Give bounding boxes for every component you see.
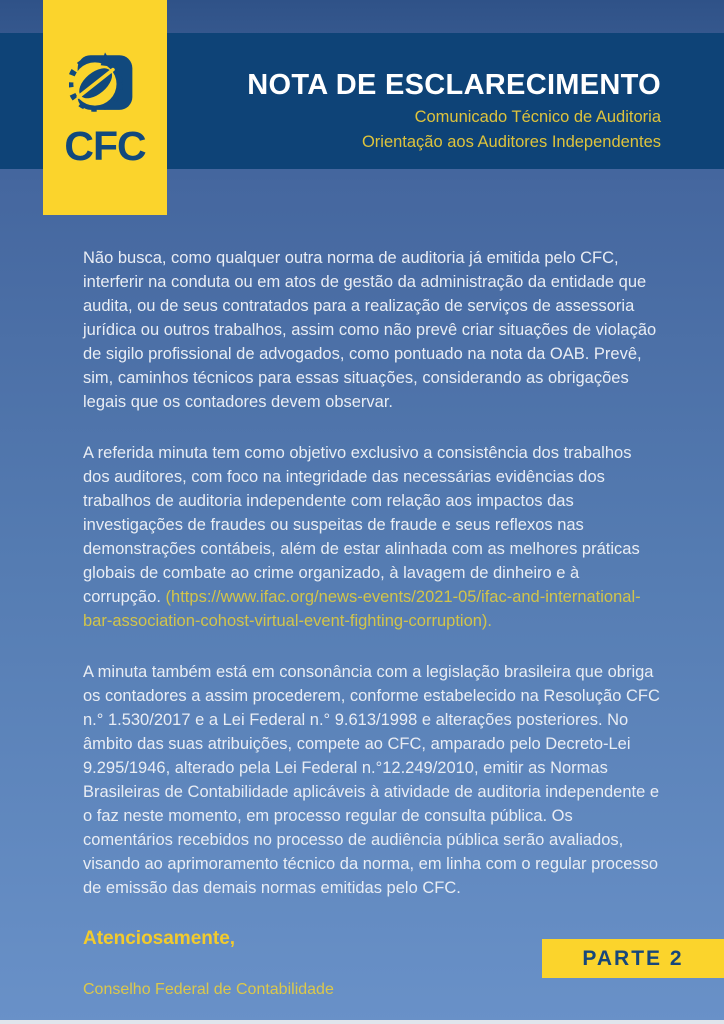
closing-organization: Conselho Federal de Contabilidade [83, 981, 334, 998]
ifac-url-link[interactable]: (https://www.ifac.org/news-events/2021-05/ifac-and-international-bar-association-cohost-virtual-event-fighting-corruption). [83, 588, 641, 630]
subtitle-line-2: Orientação aos Auditores Independentes [361, 132, 661, 151]
header-text-block [247, 70, 661, 152]
parte-2-badge-label: PARTE 2 [582, 946, 684, 970]
cfc-logo-block [43, 0, 167, 215]
bottom-edge-strip [0, 1020, 724, 1024]
paragraph-1: Não busca, como qualquer outra norma de auditoria já emitida pelo CFC, interferir na conduta ou em atos de gestão da administração da entidade que audita, ou de seus contratados para a realização de serviços de assessoria jurídica ou outros trabalhos, assim como não prevê criar situações de violação de sigilo profissional de advogados, como pontuado na nota da OAB. Prevê, sim, caminhos técnicos para essas situações, considerando as obrigações legais que os contadores devem observar. [83, 249, 657, 411]
cfc-logo-text: CFC [64, 123, 146, 169]
paragraph-2-text: A referida minuta tem como objetivo exclusivo a consistência dos trabalhos dos auditores, com foco na integridade das necessárias evidências dos trabalhos de auditoria independente com relação aos impactos das investigações de fraudes ou suspeitas de fraude e seus reflexos nas demonstrações contábeis, além de estar alinhada com as melhores práticas globais de combate ao crime organizado, à lavagem de dinheiro e à corrupção. [83, 444, 640, 606]
page-title: NOTA DE ESCLARECIMENTO [247, 69, 661, 101]
parte-2-badge [542, 939, 724, 978]
closing-salutation: Atenciosamente, [83, 928, 236, 949]
subtitle-line-1: Comunicado Técnico de Auditoria [414, 107, 661, 126]
document-body [83, 246, 661, 1024]
paragraph-3: A minuta também está em consonância com a legislação brasileira que obriga os contadores a assim procederem, conforme estabelecido na Resolução CFC n.° 1.530/2017 e a Lei Federal n.° 9.613/1998 e alterações posteriores. No âmbito das suas atribuições, compete ao CFC, amparado pelo Decreto-Lei 9.295/1946, alterado pela Lei Federal n.°12.249/2010, emitir as Normas Brasileiras de Contabilidade aplicáveis à atividade de auditoria independente e o faz neste momento, em processo regular de consulta pública. Os comentários recebidos no processo de audiência pública serão avaliados, visando ao aprimoramento técnico da norma, em linha com o regular processo de emissão das demais normas emitidas pelo CFC. [83, 663, 660, 897]
gear-quill-icon [69, 46, 141, 122]
paragraph-2 [83, 441, 661, 633]
